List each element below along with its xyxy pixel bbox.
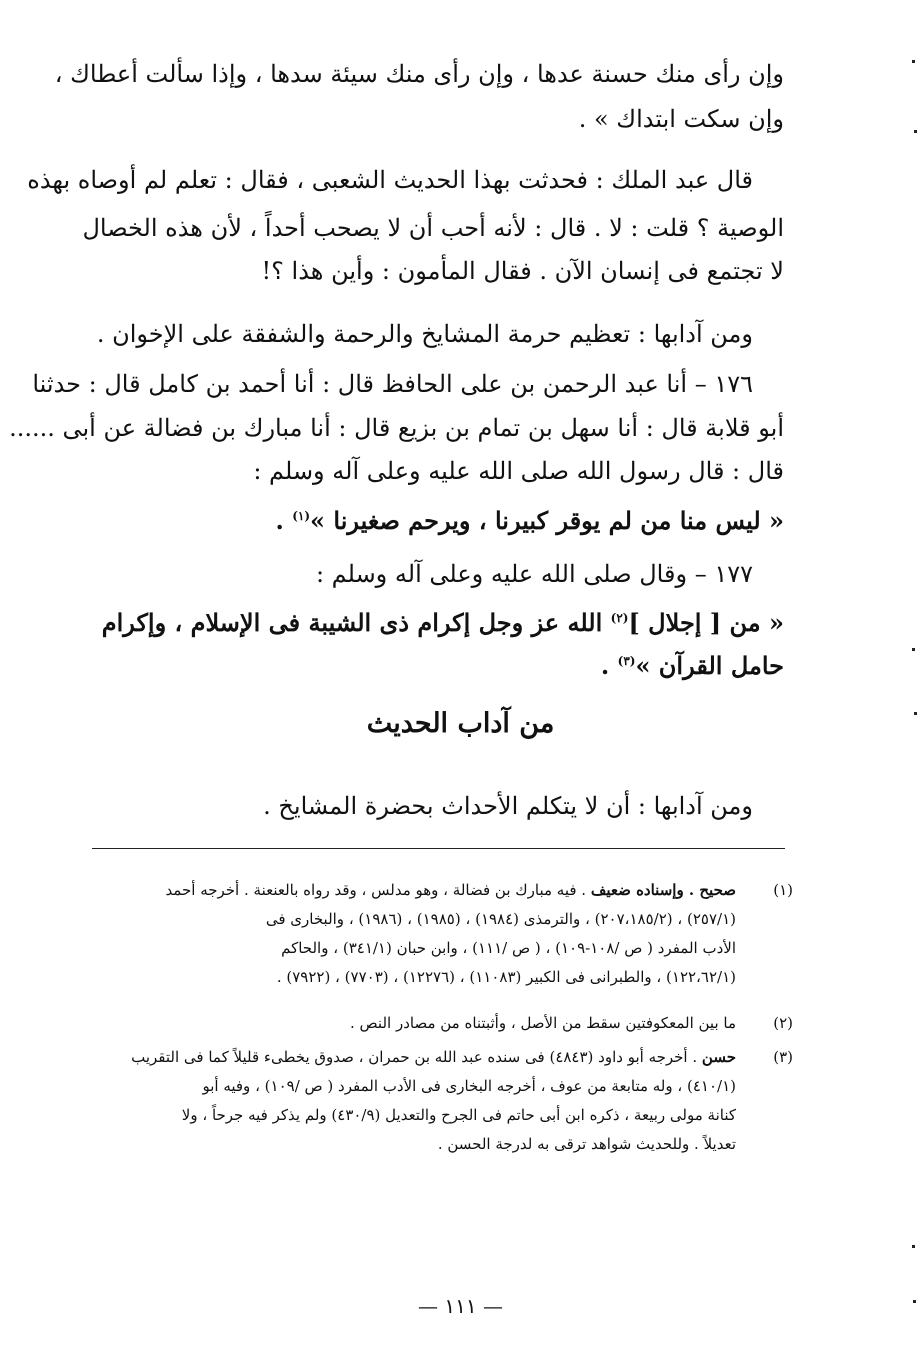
footnote-ref-1: (١) [292,509,311,523]
scan-speck [914,130,917,133]
section-first-line: ومن آدابها : أن لا يتكلم الأحداث بحضرة المشايخ . [263,792,753,820]
body-line-4: الوصية ؟ قلت : لا . قال : لأنه أحب أن لا يصحب أحداً ، لأن هذه الخصال [82,214,784,242]
hadith-177-line-3: حامل القرآن »$^{(٣)}$ . [600,651,784,680]
footnote-2-number: (٢) [773,1014,793,1032]
hadith-177-quote-end: حامل القرآن » [635,651,784,680]
footnote-3-line-2: (٤١٠/١) ، وله متابعة من عوف ، أخرجه البخارى فى الأدب المفرد ( ص /١٠٩) ، وفيه أبو [202,1077,736,1095]
footnote-1-line-1 [165,878,736,902]
hadith-176-line-2: أبو قلابة قال : أنا سهل بن تمام بن بزيع قال : أنا مبارك بن فضالة عن أبى ...... [9,414,784,442]
hadith-177-line-1: ١٧٧ – وقال صلى الله عليه وعلى آله وسلم : [315,560,753,588]
body-line-3: قال عبد الملك : فحدثت بهذا الحديث الشعبى ، فقال : تعلم لم أوصاه بهذه [27,166,753,194]
hadith-177-quote-start: « من [ إجلال ] [628,608,784,637]
body-line-2: وإن سكت ابتداك » . [578,105,784,133]
footnote-3-line-3: كنانة مولى ربيعة ، ذكره ابن أبى حاتم فى الجرح والتعديل (٤٣٠/٩) ولم يذكر فيه جرحاً ، ولا [181,1106,736,1124]
footnote-1-line-2: (٢٥٧/١) ، (٢٠٧،١٨٥/٢) ، والترمذى (١٩٨٤) ، (١٩٨٥) ، (١٩٨٦) ، والبخارى فى [265,910,736,928]
hadith-176-line-1: ١٧٦ – أنا عبد الرحمن بن على الحافظ قال : أنا أحمد بن كامل قال : حدثنا [32,370,753,398]
scan-speck [913,1300,916,1303]
scan-speck [912,648,915,651]
section-heading: من آداب الحديث [366,708,555,739]
hadith-176-line-3: قال : قال رسول الله صلى الله عليه وعلى آله وسلم : [253,457,784,485]
footnote-3-grade: حسن [701,1048,736,1066]
footnote-1-grade: صحيح . وإسناده ضعيف [590,881,736,899]
footnote-1-line-4: (١٢٢،٦٢/١) ، والطبرانى فى الكبير (١١٠٨٣) ، (١٢٢٧٦) ، (٧٧٠٣) ، (٧٩٢٢) . [276,968,736,986]
hadith-176-text: « ليس منا من لم يوقر كبيرنا ، ويرحم صغيرنا »$^{(١)}$ . [275,506,784,535]
page-number: — ١١١ — [418,1294,503,1318]
scan-speck [912,60,915,63]
body-line-6: ومن آدابها : تعظيم حرمة المشايخ والرحمة والشفقة على الإخوان . [96,320,753,348]
footnote-3-line-1 [131,1045,736,1069]
scan-speck [914,712,917,715]
footnote-3-number: (٣) [773,1048,793,1066]
scan-speck [912,1245,915,1248]
footnote-1-number: (١) [773,881,793,899]
hadith-176-quote: « ليس منا من لم يوقر كبيرنا ، ويرحم صغيرنا » [310,506,784,535]
hadith-177-quote-mid: الله عز وجل إكرام ذى الشيبة فى الإسلام ، وإكرام [101,608,603,637]
hadith-177-line-2 [102,602,784,639]
footnote-divider [92,848,785,849]
footnote-3-text: . أخرجه أبو داود (٤٨٤٣) فى سنده عبد الله بن حمران ، صدوق يخطىء قليلاً كما فى التقريب [131,1048,698,1066]
body-line-1: وإن رأى منك حسنة عدها ، وإن رأى منك سيئة سدها ، وإذا سألت أعطاك ، [54,60,784,88]
body-line-5: لا تجتمع فى إنسان الآن . فقال المأمون : وأين هذا ؟! [261,257,784,285]
footnote-ref-3: (٣) [617,654,636,668]
footnote-2-line-1: ما بين المعكوفتين سقط من الأصل ، وأثبتناه من مصادر النص . [350,1014,736,1032]
footnote-3-line-4: تعديلاً . وللحديث شواهد ترقى به لدرجة الحسن . [437,1135,736,1153]
footnote-ref-2: (٢) [610,611,629,625]
footnote-1-line-3: الأدب المفرد ( ص /١٠٨-١٠٩) ، ( ص /١١١) ، وابن حبان (٣٤١/١) ، والحاكم [281,939,736,957]
footnote-1-text: . فيه مبارك بن فضالة ، وهو مدلس ، وقد رواه بالعنعنة . أخرجه أحمد [165,881,587,899]
